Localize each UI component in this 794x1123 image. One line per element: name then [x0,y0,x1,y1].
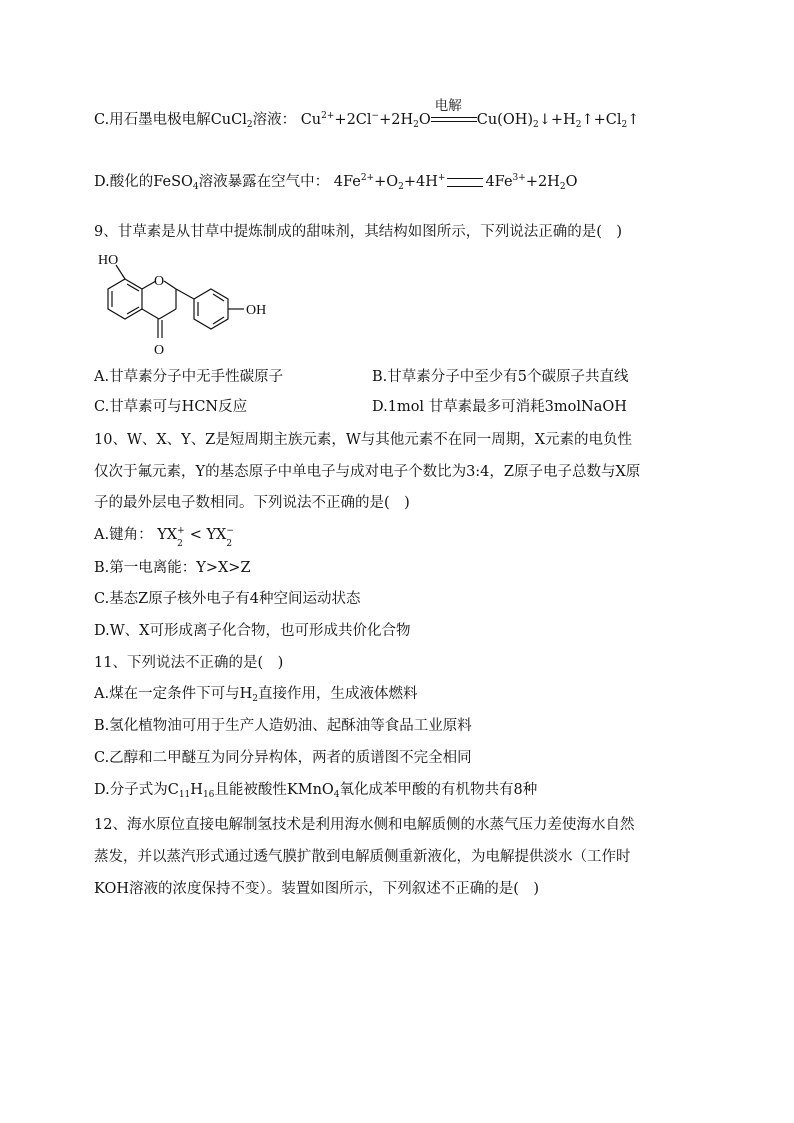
q12-stem-line1: 12、海水原位直接电解制氢技术是利用海水侧和电解质侧的水蒸气压力差使海水自然 [94,817,635,833]
q10-option-c: C.基态Z原子核外电子有4种空间运动状态 [94,591,361,607]
q9-option-a: A.甘草素分子中无手性碳原子 [94,369,284,385]
q9-option-d: D.1mol 甘草素最多可消耗3molNaOH [372,399,627,415]
benzene-ring-b [194,289,228,329]
q10-option-b: B.第一电离能：Y>X>Z [94,560,251,576]
equals-sign [447,178,483,187]
q10-stem-line3: 子的最外层电子数相同。下列说法不正确的是( ) [94,495,410,511]
q11-option-b: B.氢化植物油可用于生产人造奶油、起酥油等食品工业原料 [94,718,472,734]
q8-c-equation: $Cu^{2+}+2Cl^-+2H_2O$ 电解 $Cu(OH)_2↓+H_2↑+Cl_2↑$ [300,98,640,130]
q10-stem-line1: 10、W、X、Y、Z是短周期主族元素，W与其他元素不在同一周期，X元素的电负性 [94,432,633,448]
q11-option-a: A.煤在一定条件下可与$H_2$直接作用，生成液体燃料 [94,686,418,704]
q9-stem: 9、甘草素是从甘草中提炼制成的甜味剂，其结构如图所示，下列说法正确的是( ) [94,224,623,240]
q12-stem-line3: KOH溶液的浓度保持不变）。装置如图所示，下列叙述不正确的是( ) [94,881,540,897]
carbonyl-oxygen-label: O [154,343,165,358]
oh-label: OH [246,303,267,318]
glycyrrhizin-structure-diagram [94,254,334,360]
q10-option-a: A.键角： YX + 2 < YX − 2 [94,526,234,549]
q11-stem: 11、下列说法不正确的是( ) [94,655,284,671]
electrolysis-condition: 电解 [431,113,477,127]
q9-option-c: C.甘草素可与HCN反应 [94,399,248,415]
benzene-ring-a [108,279,142,319]
q10-stem-line2: 仅次于氟元素，Y的基态原子中单电子与成对电子个数比为3:4，Z原子电子总数与X原 [94,464,641,480]
q8-d-equation: $4Fe^{2+}+O_2+4H^+$ $4Fe^{3+}+2H_2O$ [333,173,578,192]
q9-option-b: B.甘草素分子中至少有5个碳原子共直线 [372,369,629,385]
q10-option-d: D.W、X可形成离子化合物，也可形成共价化合物 [94,623,411,639]
ring-oxygen-label: O [154,274,165,289]
ho-label: HO [98,254,119,268]
q11-option-c: C.乙醇和二甲醚互为同分异构体，两者的质谱图不完全相同 [94,750,472,766]
q12-stem-line2: 蒸发，并以蒸汽形式通过透气膜扩散到电解质侧重新液化，为电解提供淡水（工作时 [94,849,631,865]
q8-option-d: D.酸化的FeSO$_4$溶液暴露在空气中： $4Fe^{2+}+O_2+4H^+$ $4Fe^{3+}+2H_2O$ [94,173,578,192]
q11-option-d: D.分子式为$C_{11}H_{16}$且能被酸性KMnO$_4$氧化成苯甲酸的有机物共有8种 [94,782,538,800]
q8-option-c: C.用石墨电极电解CuCl$_2$溶液： $Cu^{2+}+2Cl^-+2H_2O$ 电解 $Cu(OH)_2↓+H_2↑+Cl_2↑$ [94,98,640,130]
